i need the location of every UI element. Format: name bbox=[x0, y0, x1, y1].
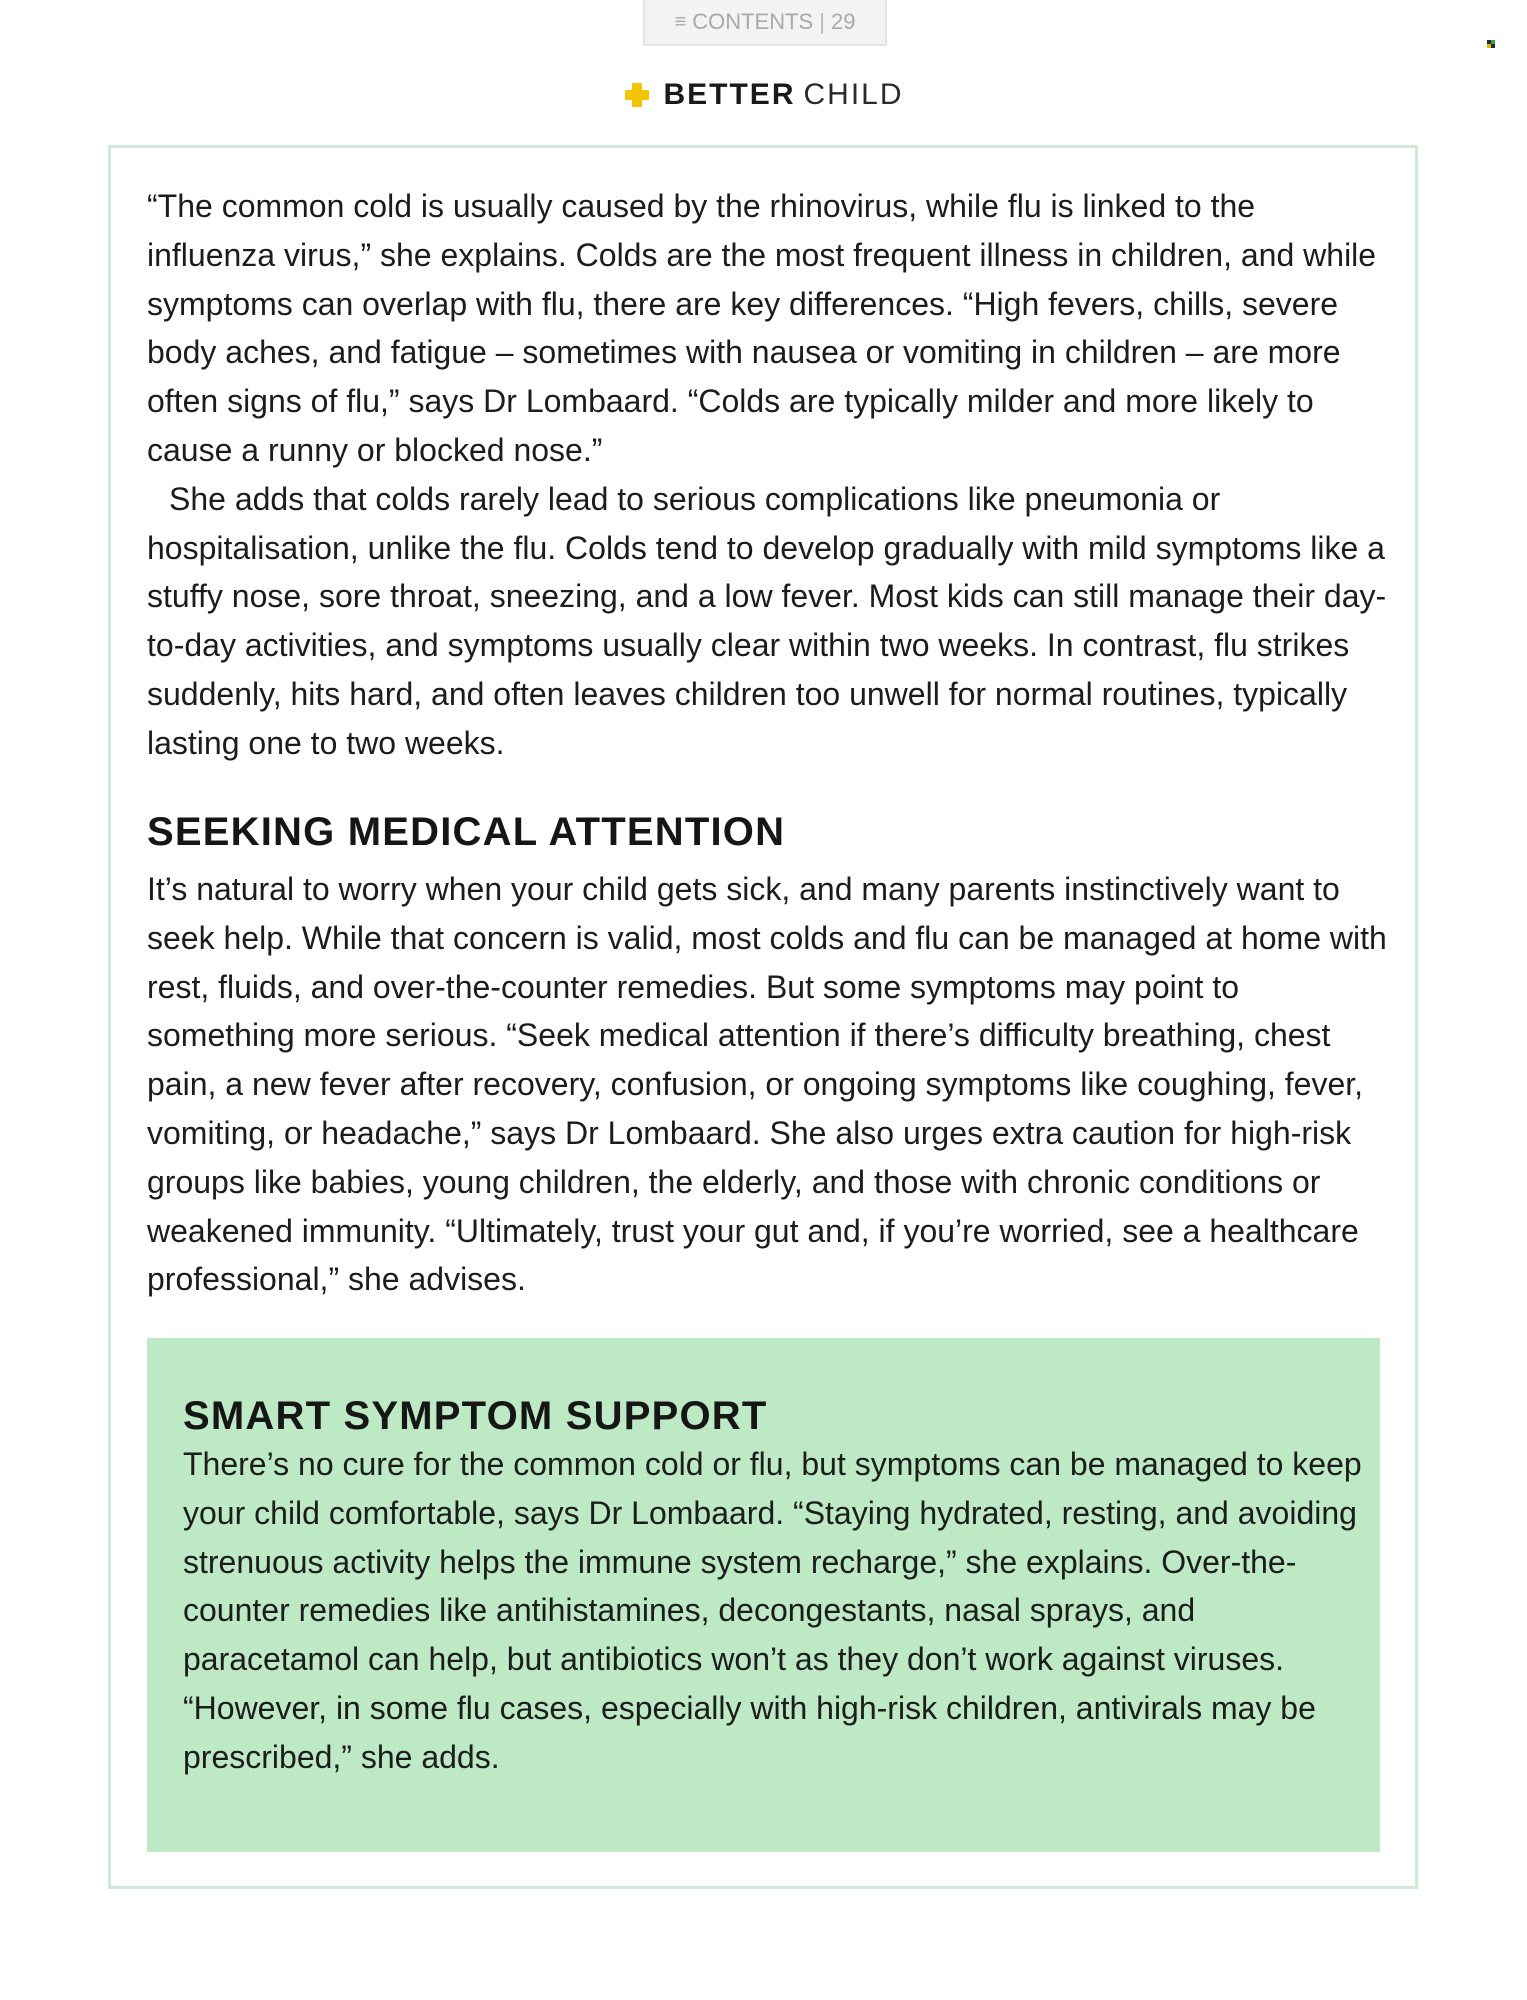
divider: | bbox=[819, 9, 825, 34]
contents-label: CONTENTS bbox=[692, 9, 814, 34]
section-heading: SEEKING MEDICAL ATTENTION bbox=[147, 810, 786, 854]
brand-light: CHILD bbox=[803, 78, 904, 111]
menu-icon: ≡ bbox=[674, 10, 687, 33]
section-brand bbox=[0, 78, 1527, 112]
sidebar-heading: SMART SYMPTOM SUPPORT bbox=[183, 1394, 768, 1438]
paragraph-1: “The common cold is usually caused by the rhinovirus, while flu is linked to the influenza virus,” she explains. Colds are the most frequent illness in children, and while symptoms can overlap with flu, there are key differences. “High fevers, chills, severe body aches, and fatigue – sometimes with nausea or vomiting in children – are more often signs of flu,” says Dr Lombaard. “Colds are typically milder and more likely to cause a runny or blocked nose.” bbox=[147, 188, 1377, 468]
paragraph-2: She adds that colds rarely lead to serious complications like pneumonia or hospitalisation, unlike the flu. Colds tend to develop gradually with mild symptoms like a stuffy nose, sore throat, sneezing, and a low fever. Most kids can still manage their day-to-day activities, and symptoms usually clear within two weeks. In contrast, flu strikes suddenly, hits hard, and often leaves children too unwell for normal routines, typically lasting one to two weeks. bbox=[147, 480, 1387, 761]
brand-bold: BETTER bbox=[663, 78, 796, 111]
article-body-top bbox=[147, 182, 1387, 768]
plus-cross-icon bbox=[623, 81, 651, 109]
corner-color-mark bbox=[1487, 40, 1496, 49]
contents-button[interactable] bbox=[643, 0, 887, 46]
sidebar-text: There’s no cure for the common cold or flu, but symptoms can be managed to keep your child comfortable, says Dr Lombaard. “Staying hydrated, resting, and avoiding strenuous activity helps the immune system recharge,” she explains. Over-the-counter remedies like antihistamines, decongestants, nasal sprays, and paracetamol can help, but antibiotics won’t as they don’t work against viruses. “However, in some flu cases, especially with high-risk children, antivirals may be prescribed,” she adds. bbox=[183, 1446, 1362, 1775]
article-body-bottom bbox=[147, 865, 1387, 1304]
paragraph-3: It’s natural to worry when your child gets sick, and many parents instinctively want to seek help. While that concern is valid, most colds and flu can be managed at home with rest, fluids, and over-the-counter remedies. But some symptoms may point to something more serious. “Seek medical attention if there’s difficulty breathing, chest pain, a new fever after recovery, confusion, or ongoing symptoms like coughing, fever, vomiting, or headache,” says Dr Lombaard. She also urges extra caution for high-risk groups like babies, young children, the elderly, and those with chronic conditions or weakened immunity. “Ultimately, trust your gut and, if you’re worried, see a healthcare professional,” she advises. bbox=[147, 871, 1387, 1298]
sidebar-box bbox=[147, 1338, 1380, 1852]
page-number: 29 bbox=[830, 9, 856, 34]
